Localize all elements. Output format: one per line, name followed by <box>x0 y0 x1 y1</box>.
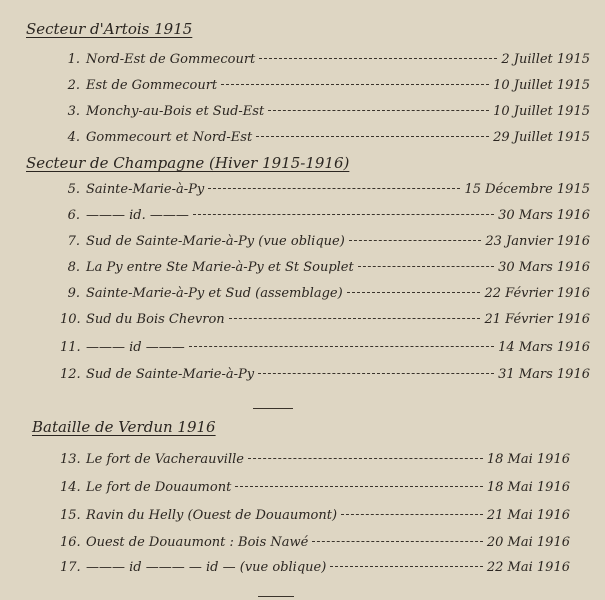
leader-dashes <box>229 318 481 319</box>
list-item <box>60 340 590 360</box>
list-item <box>60 52 590 72</box>
entry-date: 18 Mai 1916 <box>486 480 570 495</box>
list-item <box>60 535 570 555</box>
entry-date: 22 Mai 1916 <box>486 560 570 575</box>
entry-number: 17. <box>60 560 81 575</box>
list-item <box>60 508 570 528</box>
entry-number: 2. <box>67 78 80 93</box>
entry-place: Sainte-Marie-à-Py <box>86 182 205 197</box>
list-item <box>60 312 590 332</box>
leader-dashes <box>330 566 483 567</box>
entry-date: 29 Juillet 1915 <box>493 130 590 145</box>
leader-dashes <box>268 110 489 111</box>
entry-number: 6. <box>67 208 80 223</box>
entry-number: 15. <box>60 508 81 523</box>
entry-place: Ravin du Helly (Ouest de Douaumont) <box>86 508 338 523</box>
section-title-artois: Secteur d'Artois 1915 <box>26 20 193 38</box>
list-item <box>60 208 590 228</box>
entry-place: Sud de Sainte-Marie-à-Py <box>86 367 255 382</box>
section-title-verdun: Bataille de Verdun 1916 <box>32 418 216 436</box>
entry-number: 7. <box>67 234 80 249</box>
section-divider <box>253 408 293 409</box>
entry-place: Ouest de Douaumont : Bois Nawé <box>86 535 309 550</box>
list-item <box>60 560 570 580</box>
leader-dashes <box>235 486 483 487</box>
leader-dashes <box>349 240 482 241</box>
entry-number: 13. <box>60 452 81 467</box>
entry-date: 31 Mars 1916 <box>498 367 590 382</box>
leader-dashes <box>347 292 481 293</box>
entry-place: Le fort de Douaumont <box>86 480 232 495</box>
leader-dashes <box>259 58 497 59</box>
list-item <box>60 480 570 500</box>
entry-place: ——— id ——— <box>86 340 185 355</box>
entry-date: 10 Juillet 1915 <box>493 104 590 119</box>
section-divider <box>258 596 294 597</box>
leader-dashes <box>208 188 460 189</box>
list-item <box>60 452 570 472</box>
leader-dashes <box>248 458 483 459</box>
list-item <box>60 104 590 124</box>
leader-dashes <box>256 136 489 137</box>
list-item <box>60 78 590 98</box>
list-item <box>60 260 590 280</box>
entry-date: 15 Décembre 1915 <box>464 182 590 197</box>
entry-number: 8. <box>67 260 80 275</box>
entry-place: Monchy-au-Bois et Sud-Est <box>86 104 265 119</box>
entry-number: 3. <box>67 104 80 119</box>
leader-dashes <box>193 214 494 215</box>
entry-date: 21 Février 1916 <box>484 312 590 327</box>
list-item <box>60 234 590 254</box>
entry-number: 16. <box>60 535 81 550</box>
entry-number: 5. <box>67 182 80 197</box>
leader-dashes <box>312 541 483 542</box>
entry-place: La Py entre Ste Marie-à-Py et St Souplet <box>86 260 354 275</box>
entry-date: 21 Mai 1916 <box>486 508 570 523</box>
entry-place: Le fort de Vacherauville <box>86 452 244 467</box>
list-item <box>60 182 590 202</box>
list-item <box>60 286 590 306</box>
leader-dashes <box>258 373 494 374</box>
entry-date: 30 Mars 1916 <box>498 208 590 223</box>
entry-place: ——— id. ——— <box>86 208 189 223</box>
entry-place: Sud de Sainte-Marie-à-Py (vue oblique) <box>86 234 345 249</box>
leader-dashes <box>358 266 494 267</box>
leader-dashes <box>189 346 494 347</box>
list-item <box>60 130 590 150</box>
entry-date: 20 Mai 1916 <box>486 535 570 550</box>
entry-place: Sud du Bois Chevron <box>86 312 225 327</box>
section-title-champagne: Secteur de Champagne (Hiver 1915-1916) <box>26 154 350 172</box>
entry-place: Est de Gommecourt <box>86 78 218 93</box>
entry-number: 10. <box>60 312 81 327</box>
entry-number: 11. <box>60 340 81 355</box>
entry-place: Nord-Est de Gommecourt <box>86 52 256 67</box>
entry-date: 10 Juillet 1915 <box>493 78 590 93</box>
entry-date: 30 Mars 1916 <box>498 260 590 275</box>
entry-number: 14. <box>60 480 81 495</box>
entry-place: Sainte-Marie-à-Py et Sud (assemblage) <box>86 286 343 301</box>
entry-date: 14 Mars 1916 <box>498 340 590 355</box>
list-item <box>60 367 590 387</box>
entry-place: Gommecourt et Nord-Est <box>86 130 253 145</box>
entry-place: ——— id ——— — id — (vue oblique) <box>86 560 327 575</box>
entry-date: 2 Juillet 1915 <box>501 52 590 67</box>
entry-number: 9. <box>67 286 80 301</box>
entry-number: 1. <box>67 52 80 67</box>
entry-date: 22 Février 1916 <box>484 286 590 301</box>
entry-date: 23 Janvier 1916 <box>485 234 590 249</box>
entry-date: 18 Mai 1916 <box>486 452 570 467</box>
entry-number: 12. <box>60 367 81 382</box>
entry-number: 4. <box>67 130 80 145</box>
leader-dashes <box>221 84 489 85</box>
leader-dashes <box>341 514 483 515</box>
